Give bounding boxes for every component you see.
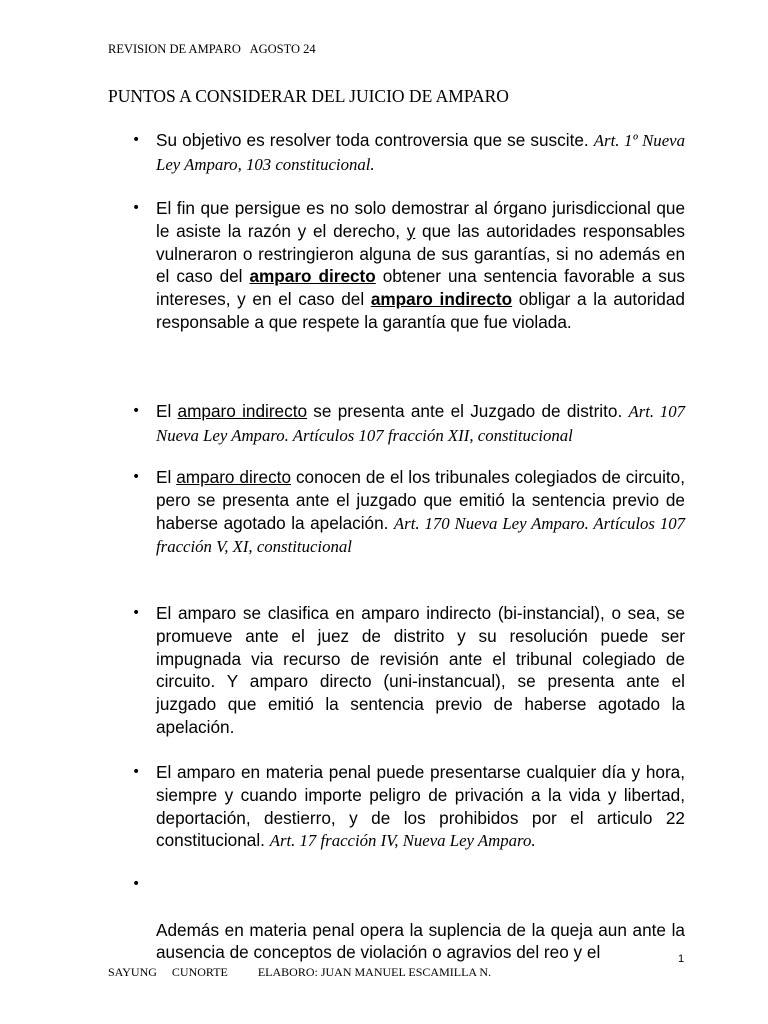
legal-citation: Art. 17 fracción IV, Nueva Ley Amparo. — [269, 831, 536, 851]
bullet-marker: • — [132, 605, 141, 621]
legal-citation: Art. 1º Nueva Ley Amparo, 103 constitucional. — [156, 131, 685, 174]
legal-citation: Art. 107 Nueva Ley Amparo. Artículos 107 fracción XII, constitucional — [156, 402, 685, 445]
bullet-text: se presenta ante el Juzgado de distrito. — [307, 401, 629, 421]
bullet-item — [132, 197, 685, 334]
bullet-text: Su objetivo es resolver toda controversia que se suscite. — [156, 130, 594, 150]
bullet-text: El amparo en materia penal puede presentarse cualquier día y hora, siempre y cuando importe peligro de privación a la vida y libertad, deportación, destierro, y de los prohibidos por el articulo 22 constitucional. — [156, 762, 685, 851]
bullet-text: obtener una sentencia favorable a sus intereses, y en el caso del — [156, 266, 685, 310]
bullet-marker: • — [132, 200, 141, 216]
bullet-item — [132, 602, 685, 739]
bullet-text: Además en materia penal opera la suplencia de la queja aun ante la ausencia de conceptos de violación o agravios del reo y el — [156, 919, 685, 963]
legal-citation: Art. 170 Nueva Ley Amparo. Artículos 107 fracción V, XI, constitucional — [156, 513, 685, 557]
bullet-text: conocen de el los tribunales colegiados de circuito, pero se presenta ante el juzgado que emitió la sentencia previo de haberse agotado la apelación. — [156, 467, 686, 533]
page-number: 1 — [678, 953, 685, 965]
bold-underlined-term: amparo directo — [249, 266, 376, 287]
bullet-text: obligar a la autoridad responsable a que respete la garantía que fue violada. — [156, 289, 685, 332]
underlined-term: amparo indirecto — [177, 401, 308, 421]
page-header: REVISION DE AMPARO AGOSTO 24 — [108, 42, 316, 56]
page-footer: SAYUNG CUNORTE ELABORO: JUAN MANUEL ESCAMILLA N. — [108, 965, 492, 979]
bullet-text: El amparo se clasifica en amparo indirecto (bi-instancial), o sea, se promueve ante el juez de distrito y su resolución puede ser impugnada via recurso de revisión ante el tribunal colegiado de circuito. Y amparo directo (uni-instancual), se presenta ante el juzgado que emitió la sentencia previo de haberse agotado la apelación. — [156, 603, 685, 737]
bullet-item — [132, 873, 685, 964]
bullet-item — [132, 761, 685, 853]
bullet-item — [132, 466, 686, 559]
bullet-marker: • — [132, 403, 141, 419]
bullet-marker: • — [132, 764, 141, 780]
page-title: PUNTOS A CONSIDERAR DEL JUICIO DE AMPARO — [108, 86, 509, 106]
bullet-item — [132, 400, 685, 448]
underlined-term: amparo directo — [176, 467, 292, 487]
bold-underlined-term: amparo indirecto — [370, 289, 513, 310]
bullet-marker: • — [132, 132, 141, 148]
bullet-item — [132, 129, 685, 177]
bullet-marker: • — [132, 469, 141, 485]
bullet-text: El — [156, 467, 177, 487]
bullet-text: El fin que persigue es no solo demostrar al órgano jurisdiccional que le asiste la razón y el derecho, — [156, 198, 685, 241]
bullet-text: que las autoridades responsables vulneraron o restringieron alguna de sus garantías, si no además en el caso del — [156, 220, 685, 287]
bullet-marker: • — [132, 876, 141, 892]
bullet-text: El — [156, 401, 178, 421]
underlined-text: y — [406, 220, 416, 241]
